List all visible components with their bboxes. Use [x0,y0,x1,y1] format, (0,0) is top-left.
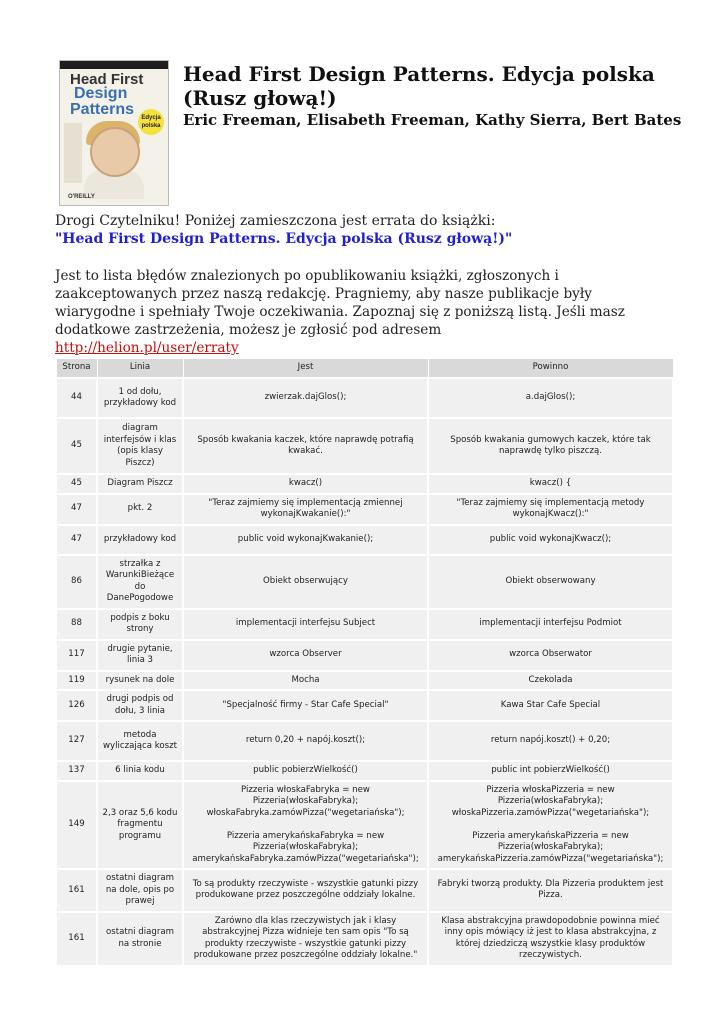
cell-should-be: a.dajGlos(); [428,378,673,418]
cover-publisher-logo: O'REILLY [68,194,95,200]
info-paragraph-text: Jest to lista błędów znalezionych po opublikowaniu książki, zgłoszonych i zaakceptowanych przez naszą redakcję. Pragniemy, aby nasze publikacje były wiarygodne i spełniały Twoje oczekiwania. Zapoznaj się z poniższą listą. Jeśli masz dodatkowe zastrzeżenia, możesz je zgłosić pod adresem [55,268,625,338]
table-row [56,525,673,555]
cell-page: 117 [56,640,97,671]
cover-top-strip [60,61,169,69]
cover-side-notes [64,123,82,183]
table-row [56,418,673,474]
cell-line: przykładowy kod [97,525,183,555]
intro-text [55,212,675,248]
cell-is: implementacji interfejsu Subject [183,609,428,640]
cell-is: wzorca Observer [183,640,428,671]
cell-is: "Teraz zajmiemy się implementacją zmiennej wykonajKwakanie():" [183,494,428,525]
cell-page: 126 [56,690,97,721]
cell-line: podpis z boku strony [97,609,183,640]
table-row [56,378,673,418]
cell-is: zwierzak.dajGlos(); [183,378,428,418]
table-row [56,640,673,671]
cell-line: drugi podpis od dołu, 3 linia [97,690,183,721]
cover-title-line-3: Patterns [70,101,135,118]
column-header-jest: Jest [183,359,428,379]
table-row [56,671,673,691]
cell-is: Pizzeria włoskaFabryka = new Pizzeria(włoskaFabryka); włoskaFabryka.zamówPizza("wegetariańska"); Pizzeria amerykańskaFabryka = new Pizzeria(włoskaFabryka); amerykańskaFabryka.zamówPizza("wegetariańska"); [183,781,428,870]
table-row [56,494,673,525]
cover-title-line-2: Design [74,85,128,102]
cover-edition-badge: Edycja polska [138,109,164,135]
table-row [56,609,673,640]
book-title: Head First Design Patterns. Edycja polska (Rusz głową!) [183,62,655,110]
cell-should-be: "Teraz zajmiemy się implementacją metody wykonajKwacz():" [428,494,673,525]
cell-is: Zarówno dla klas rzeczywistych jak i klasy abstrakcyjnej Pizza widnieje ten sam opis "To są produkty rzeczywiste - wszystkie gatunki pizzy produkowane przez poszczególne oddziały lokalne." [183,912,428,966]
table-row [56,555,673,609]
errata-link[interactable]: http://helion.pl/user/erraty [55,340,239,356]
table-row [56,690,673,721]
table-row [56,761,673,781]
table-row [56,869,673,912]
info-paragraph [55,267,675,357]
cell-is: public void wykonajKwakanie(); [183,525,428,555]
cell-should-be: public void wykonajKwacz(); [428,525,673,555]
cell-page: 47 [56,525,97,555]
cell-page: 149 [56,781,97,870]
intro-book-title: "Head First Design Patterns. Edycja polska (Rusz głową!)" [55,231,513,247]
book-cover-image [59,60,169,206]
cell-line: Diagram Piszcz [97,474,183,494]
cell-should-be: Sposób kwakania gumowych kaczek, które tak naprawdę tylko piszczą. [428,418,673,474]
cell-line: rysunek na dole [97,671,183,691]
cell-should-be: kwacz() { [428,474,673,494]
cell-line: 2,3 oraz 5,6 kodu fragmentu programu [97,781,183,870]
cell-is: Obiekt obserwujący [183,555,428,609]
book-authors: Eric Freeman, Elisabeth Freeman, Kathy Sierra, Bert Bates [183,111,682,129]
cell-should-be: Kawa Star Cafe Special [428,690,673,721]
cell-should-be: Pizzeria włoskaPizzeria = new Pizzeria(włoskaFabryka); włoskaPizzeria.zamówPizza("wegetariańska"); Pizzeria amerykańskaPizzeria = new Pizzeria(włoskaFabryka); amerykańskaPizzeria.zamówPizza("wegetariańska"); [428,781,673,870]
errata-table-header-row [56,359,673,379]
cell-page: 45 [56,474,97,494]
cell-is: kwacz() [183,474,428,494]
cell-page: 127 [56,721,97,761]
cell-page: 137 [56,761,97,781]
cell-is: Sposób kwakania kaczek, które naprawdę potrafią kwakać. [183,418,428,474]
cell-line: drugie pytanie, linia 3 [97,640,183,671]
column-header-powinno: Powinno [428,359,673,379]
table-row [56,721,673,761]
cell-is: Mocha [183,671,428,691]
intro-greeting: Drogi Czytelniku! Poniżej zamieszczona jest errata do książki: [55,213,496,229]
cell-is: return 0,20 + napój.koszt(); [183,721,428,761]
column-header-strona: Strona [56,359,97,379]
cell-page: 44 [56,378,97,418]
cell-should-be: wzorca Obserwator [428,640,673,671]
cell-should-be: public int pobierzWielkość() [428,761,673,781]
cell-line: diagram interfejsów i klas (opis klasy Piszcz) [97,418,183,474]
cell-should-be: Czekolada [428,671,673,691]
cell-should-be: implementacji interfejsu Podmiot [428,609,673,640]
cell-line: pkt. 2 [97,494,183,525]
cover-title-line-1: Head First [70,71,144,88]
cell-is: To są produkty rzeczywiste - wszystkie gatunki pizzy produkowane przez poszczególne oddziały lokalne. [183,869,428,912]
cell-line: 1 od dołu, przykładowy kod [97,378,183,418]
cell-should-be: Klasa abstrakcyjna prawdopodobnie powinna mieć inny opis mówiący iż jest to klasa abstrakcyjna, z której dziedziczą wszystkie klasy produktów rzeczywistych. [428,912,673,966]
cell-page: 45 [56,418,97,474]
column-header-linia: Linia [97,359,183,379]
table-row [56,781,673,870]
cell-page: 88 [56,609,97,640]
cell-should-be: return napój.koszt() + 0,20; [428,721,673,761]
cell-line: strzałka z WarunkiBieżące do DanePogodowe [97,555,183,609]
cell-line: 6 linia kodu [97,761,183,781]
cell-page: 161 [56,912,97,966]
cover-figure-face [90,127,140,177]
cell-page: 47 [56,494,97,525]
errata-table [55,358,674,967]
cell-is: "Specjalność firmy - Star Cafe Special" [183,690,428,721]
cell-is: public pobierzWielkość() [183,761,428,781]
cell-should-be: Fabryki tworzą produkty. Dla Pizzeria produktem jest Pizza. [428,869,673,912]
table-row [56,912,673,966]
cell-should-be: Obiekt obserwowany [428,555,673,609]
cell-page: 86 [56,555,97,609]
table-row [56,474,673,494]
cell-line: ostatni diagram na stronie [97,912,183,966]
cell-page: 119 [56,671,97,691]
cell-page: 161 [56,869,97,912]
cell-line: metoda wyliczająca koszt [97,721,183,761]
cell-line: ostatni diagram na dole, opis po prawej [97,869,183,912]
